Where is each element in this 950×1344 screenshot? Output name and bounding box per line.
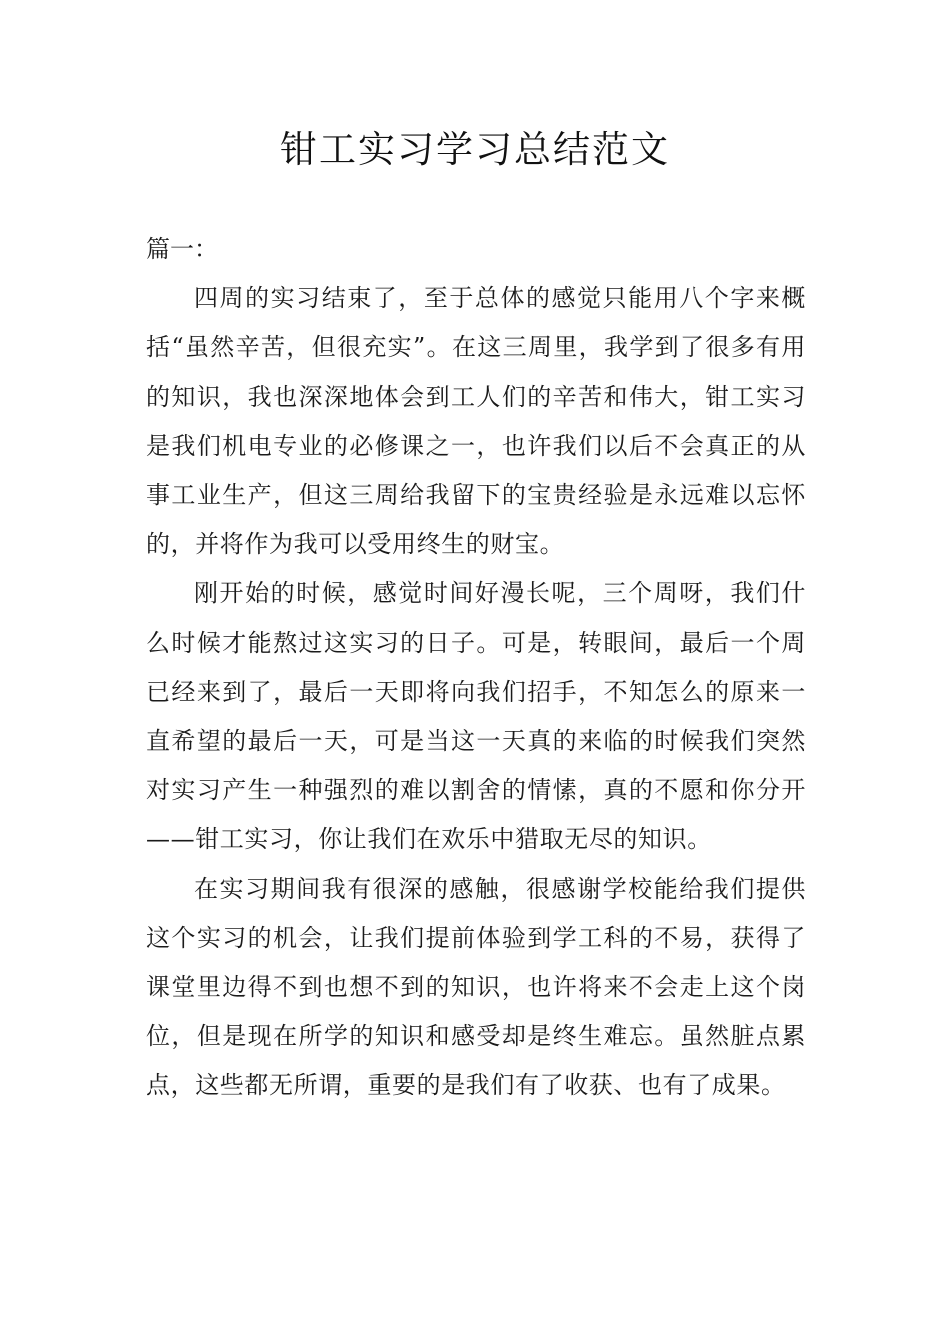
document-title: 钳工实习学习总结范文: [280, 128, 670, 171]
document-body: [146, 225, 806, 1111]
section-label: 篇一：: [146, 235, 218, 263]
paragraph-3: 在实习期间我有很深的感触，很感谢学校能给我们提供这个实习的机会，让我们提前体验到学工科的不易，获得了课堂里边得不到也想不到的知识，也许将来不会走上这个岗位，但是现在所学的知识和感受却是终生难忘。虽然脏点累点，这些都无所谓，重要的是我们有了收获、也有了成果。: [146, 874, 806, 1100]
paragraph-1: 四周的实习结束了，至于总体的感觉只能用八个字来概括“虽然辛苦，但很充实”。在这三周里，我学到了很多有用的知识，我也深深地体会到工人们的辛苦和伟大，钳工实习是我们机电专业的必修课之一，也许我们以后不会真正的从事工业生产，但这三周给我留下的宝贵经验是永远难以忘怀的，并将作为我可以受用终生的财宝。: [146, 284, 806, 559]
paragraph-2: 刚开始的时候，感觉时间好漫长呢，三个周呀，我们什么时候才能熬过这实习的日子。可是，转眼间，最后一个周已经来到了，最后一天即将向我们招手，不知怎么的原来一直希望的最后一天，可是当这一天真的来临的时候我们突然对实习产生一种强烈的难以割舍的情愫，真的不愿和你分开——钳工实习，你让我们在欢乐中猎取无尽的知识。: [146, 579, 806, 854]
